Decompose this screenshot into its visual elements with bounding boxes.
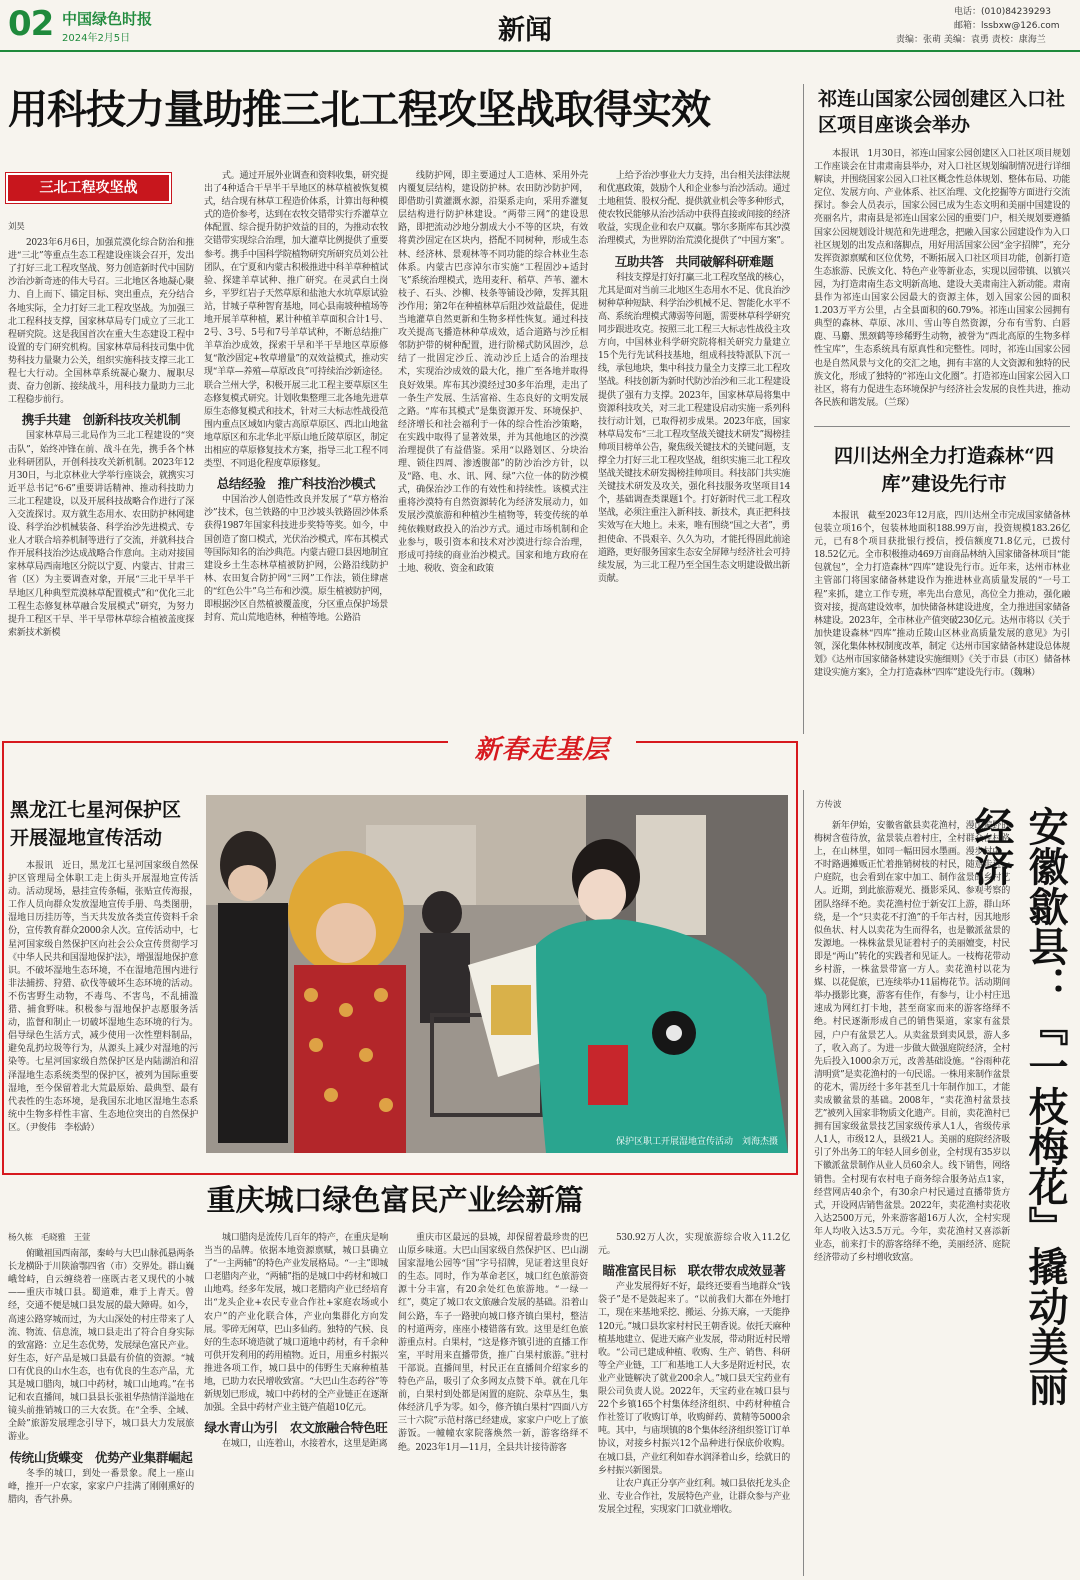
right-feature-body <box>814 820 1010 1575</box>
body-text: 新年伊始，安徽省歙县卖花渔村，漫山遍野的梅树含苞待放，盆景装点着村庄，全村群众在村路上，在山林里，如同一幅田园水墨画。漫步村中，不时路遇摊贩正忙着推销树枝的村民，随意走进一户庭院，也会看到在家中加工、制作盆景的乡村艺人。近期，到此旅游观光、摄影采风、参观考察的团队络绎不绝。卖花渔村位于新安江上游，群山环绕，是一个“只卖花不打渔”的千年古村，因其地形似鱼状、村人以卖花为生而得名，也是徽派盆景的发源地。一株株盆景见证着村子的美丽嬗变，村民即是“两山”转化的实践者和见证人。一枝梅花带动乡村游，一株盆景带富一方人。卖花渔村以花为媒、以花促旅，已连续举办11届梅花节。活动期间举办摄影比赛，游客有佳作，有参与，让小村庄迅速成为网红打卡地，甚至商家而来的游客络绎不绝。村民逐渐形成自己的销售渠道，家家有盆景园，户户有盆景艺人。从卖盆景到卖风景，游人多了，收入高了。为进一步做大做强庭院经济，全村先后投入1000余万元，改善基础设施。“谷雨种花清明赏”是卖花渔村的一句民谣。一株用来制作盆景的花木，需历经十多年甚至几十年制作加工，才能卖成徽盆景的基础。2008年，“卖花渔村盆景技艺”被列入国家非物质文化遗产。目前，卖花渔村已拥有国家级盆景技艺国家级传承人1人，省级传承人1人，市级12人，县级21人。美丽的庭院经济吸引了外出务工的年轻人回乡创业，全村现有35岁以下徽派盆景制作从业人员60余人。线下销售，网络销售。全村现有农村电子商务综合服务站点1家，经营网店40余个，有30余户村民通过直播带货方式，开设网店销售盆景。2022年，卖花渔村卖花收入达2500万元，外来游客超16万人次，全村实现年人均收入达3.5万元。今年，卖花渔村又喜添新业态，前来打卡的游客络绎不绝，美丽经济、庭院经济带动了乡村增收致富。 <box>814 821 1010 1264</box>
main-story-col-1 <box>8 221 194 726</box>
subheading: 总结经验 推广科技治沙模式 <box>216 476 376 492</box>
body-text: 冬季的城口，到处一番景象。爬上一座山峰，推开一户农家，家家户户挂满了刚刚熏好的腊肉，香气扑鼻。 <box>8 1468 194 1505</box>
bottom-headline: 重庆城口绿色富民产业绘新篇 <box>206 1183 584 1217</box>
main-story-col-4 <box>598 170 790 726</box>
section-badge-label: 三北工程攻坚战 <box>39 180 138 196</box>
body-text: 重庆市区最远的县城，却保留着最珍贵的巴山原乡味道。大巴山国家级自然保护区、巴山湖国家湿地公园等“国”字号招牌，见证着这里良好的生态。同时，作为革命老区，城口红色旅游资源十分丰富，有20余处红色旅游地。“一绿一红”，奠定了城口农文旅融合发展的基础。沿着山间公路，车子一路驶向城口修齐镇白果村，整洁的村道两旁，座座小楼错落有致。这里是红色旅游重点村。白果村，“这是修齐镇引进的直播工作室，平时用来直播带货，推广白果村旅游。”驻村干部说。直播间里，村民正在直播间介绍家乡的特色产品，吸引了众多网友点赞下单。就在几年前，白果村到处都是闲置的庭院、杂草丛生，集体经济几乎为零。如今，修齐镇白果村“四面八方三十六院”示范村落已经建成，家家户户吃上了旅游饭。一幢幢农家院落焕然一新，游客络绎不绝。2023年1月—11月，全县共计接待游客 <box>398 1233 588 1453</box>
byline: 刘昊 <box>8 222 25 232</box>
masthead <box>0 0 1080 52</box>
bottom-col-2 <box>204 1232 388 1574</box>
issue-date: 2024年2月5日 <box>62 33 131 44</box>
right-top-body <box>814 148 1070 418</box>
bottom-col-4 <box>598 1232 790 1574</box>
subheading: 传统山货蝶变 优势产业集群崛起 <box>9 1449 193 1465</box>
body-text: 城口腊肉是流传几百年的特产，在重庆是响当当的品牌。依据本地资源禀赋，城口县确立了“一主两辅”的特色产业发展格局。“一主”即城口老腊肉产业，“两辅”指的是城口中药材和城口山地鸡。经多年发展，城口老腊肉产业已经培育出“龙头企业+农民专业合作社+家庭农场或小农户”的产业化联合体，产业向集群化方向发展。零碎无闲草，巴山多仙药。独特的气候、良好的生态环境造就了城口道地中药材，有千余种可供开发利用的药用植物。近日，用重乡村振兴推进各项工作，城口县中的伟野生天麻种植基地，已助力农民增收致富。“大巴山生态药谷”等新规划已形成，城口中药材的全产业链正在逐渐加强。全县中药材产业主链产值超10亿元。 <box>204 1233 388 1414</box>
column-divider <box>803 790 804 1576</box>
body-text: 式。通过开展外业调查和资料收集，研究提出了4种适合干旱半干旱地区的林草植被恢复模式，结合现有林草工程造价体系，计算出每种模式的造价参考，达到在农牧交错带实行乔灌草立体配置、综合提升防护效益的目的，为推动农牧交错带实现综合治理，加大灌草比例提供了重要参考。携手中国科学院植物研究所研究员刘公社团队，在宁夏和内蒙古积极推进中科羊草种植试验、探建羊草试种、推广研究。在灵武白土岗乡，平罗红岩子天然草原和盐池大水坑草原试验站，甘城子草种智育基地，同心县南坡种植场等地开展羊草种植，累计种植羊草面积合计1号、2号、3号、5号和7号羊草试种，不断总结推广羊草治沙成效，探索干旱和半干旱地区草原修复“散沙固定+牧草增量”的双效益模式，推动实现“羊草—养殖—草原改良”可持续治沙新途径。联合兰州大学，积极开展三北工程主要草原区生态修复模式研究。计划收集整理三北各地先进草原生态修复模式和技术，针对三大标志性战役范围内重点区域如内蒙古高原草原区、西北山地盆地草原区和东北华北平原山地丘陵草原区，制定出相应的草原修复技术方案，指导三北工程不同类型、不同退化程度草原修复。 <box>204 171 388 470</box>
body-text: 本报讯 近日，黑龙江七星河国家级自然保护区管理局全体职工走上街头开展湿地宣传活动。活动现场，悬挂宣传条幅，张贴宣传海报，工作人员向群众发放湿地宣传手册、鸟类图册，湿地日历挂历等，当天共发放各类宣传资料千余份，宣传教育群众2000余人次。宣传活动中，七星河国家级自然保护区向社会公众宣传贯彻学习《中华人民共和国湿地保护法》，增强湿地保护意识。不破坏湿地生态环境，不在湿地范围内进行非法捕捞、狩猎、砍伐等破坏生态环境的活动。不伤害野生动物，不毒鸟、不害鸟，不乱捕滥猎、捕食野味。积极参与湿地保护志愿服务活动，监督和制止一切破坏湿地生态环境的行为。倡导绿色生活方式，减少使用一次性塑料制品，避免乱扔垃圾等行为，从源头上减少对湿地的污染等。七星河国家级自然保护区是内陆湖泊和沼泽湿地生态系统类型的保护区，被列为国际重要湿地，至今保留着北大荒最原始、最典型、最有代表性的生态环境，是我国东北地区湿地生态系统中生物多样性丰富、生态地位突出的自然保护区。（尹俊伟 李松龄） <box>8 861 198 1133</box>
bottom-col-1 <box>8 1232 194 1574</box>
body-text: 本报讯 1月30日，祁连山国家公园创建区入口社区项目规划工作座谈会在甘肃肃南县举办，对入口社区规划编制情况进行详细解读，并围绕国家公园入口社区概念性总体规划、整体布局、功能定位、发展方向、产业体系、社区治理、文化挖掘等方面进行交流探讨。参会人员表示，国家公园已成为生态文明和美丽中国建设的亮丽名片，肃南县是祁连山国家公园的重要门户，相关规划要遵循国家公园规划设计规范和先进理念，把融入国家公园建设作为入口社区规划的出发点和落脚点，用好用活国家公园“金字招牌”，充分发挥资源禀赋和区位优势，不断拓展入口社区项目功能，创新打造生态旅游、民族文化、特色产业等新业态，实现以园带镇、以镇兴园，为打造肃南生态文明新高地、建设大美肃南注入新动能。肃南县作为祁连山国家公园最大的资源主体，划入国家公园的面积1.203万平方公里，占全县面积的60.79%。祁连山国家公园拥有典型的森林、草原、冰川、雪山等自然资源，分布有雪豹、白唇鹿、马麝、黑颈鹤等珍稀野生动物，被誉为“西北高原的生物多样性宝库”，生态系统具有原真性和完整性。同时，祁连山国家公园也是自然风景与文化的交汇之地，拥有丰富的人文资源和独特的民族文化，形成了独特的“祁连山文化圈”。打造祁连山国家公园入口社区，将有力促进生态环境保护与经济社会发展的良性共进，推动各民族和谐发展。（兰琛） <box>814 149 1070 408</box>
main-headline: 用科技力量助推三北工程攻坚战取得实效 <box>8 86 710 133</box>
body-text: 2023年6月6日，加强荒漠化综合防治和推进“三北”等重点生态工程建设座谈会召开，发出了打好三北工程攻坚战、努力创造新时代中国防沙治沙新奇迹的伟大号召。三北地区各地凝心聚力、自上而下、锚定目标、突出重点，充分结合各地实际，全力打好三北工程攻坚战。为加强三北工程科技支撑，国家林草局专门成立了三北工程研究院。这是我国首次在重大生态建设工程中设置的专门研究机构。国家林草局科技司集中优势科技力量聚力公关，组织实施科技支撑三北工程七大行动。全国林草系统凝心聚力、履职尽责、奋力创新、接续战斗，用科技力量助力三北工程稳步前行。 <box>8 238 194 406</box>
contact-email: 邮箱：lssbxw@126.com <box>954 21 1060 31</box>
staff-credits: 责编：张萌 美编：袁勇 责校：康海兰 <box>896 35 1046 45</box>
body-text: 产业发展得好不好，最终还要看当地群众“钱袋子”是不是鼓起来了。“以前我们大都在外地打工，现在来基地采挖、搬运、分拣天麻，一天能挣120元。”城口县坎家村村民王朝香说。依托天麻种植基地建立、促进天麻产业发展，带动附近村民增收。“公司已建成种植、收购、生产、销售、科研等全产业链，工厂和基地工人大多是附近村民，农业产业链解决了就业200余人。”城口县天宝药业有限公司负责人说。2022年，天宝药业在城口县与22个乡镇165个村集体经济组织、中药材种植合作社签订了收购订单，收购鲜药、黄精等5000余吨。其中，与庙坝镇的8个集体经济组织签订订单协议，对接乡村振兴12个品种进行保底价收购。在城口县，产业红利如春水润泽着山乡，绘就日的乡村振兴新图景。 <box>598 1282 790 1476</box>
subheading: 瞄准富民目标 联农带农成效显著 <box>602 1263 786 1279</box>
right-second-headline: 四川达州全力打造森林“四库”建设先行市 <box>834 445 1054 495</box>
subheading: 互助共答 共同破解科研难题 <box>614 253 774 269</box>
byline: 杨久栋 毛晓雅 王萱 <box>8 1233 91 1243</box>
body-text: 530.92万人次，实现旅游综合收入11.2亿元。 <box>598 1233 790 1257</box>
right-feature-headline: 安徽歙县：『一枝梅花』撬动美丽经济 <box>968 806 1069 1406</box>
feature-headline: 黑龙江七星河保护区开展湿地宣传活动 <box>10 799 182 849</box>
body-text: 科技支撑是打好打赢三北工程攻坚战的核心，尤其是面对当前三北地区生态用水不足、优良治沙树种草种短缺、科学治沙机械不足、智能化水平不高、系统治理模式薄弱等问题，需要林草科学研究同步跟进攻克。按照三北工程三大标志性战役主攻方向，中国林业科学研究院将相关研究力量建立15个先行先试科技基地，组成科技特派队下沉一线，承包地块，集中科技力量全力支撑三北工程攻坚战。科技创新为新时代防沙治沙和三北工程建设提供了强有力支撑。2023年，国家林草局将集中资源科技攻关，对三北工程建设启动实施一系列科技行动计划，已取得初步成果。2023年底，国家林草局发布“三北工程攻坚战关键技术研发”揭榜挂帅项目榜单公告，聚焦级关键技术的关键问题，支撑全力打好三北工程攻坚战，组织实施三北工程攻坚战关键技术研发揭榜挂帅项目。科技部门共实施关键技术研发及攻关，强化科技服务攻坚项目14个，基础调查类课题1个。打好新时代三北工程攻坚战，必须注重注入新科技、新技术，真正把科技实效写在大地上。未来，唯有围绕“国之大者”，勇担使命、不畏艰辛、久久为功，才能托得固此前途道路，更好服务国家生态安全屏障与经济社会可持续发展，为三北工程乃至全国生态文明建设做出新贡献。 <box>598 272 791 584</box>
bottom-col-3 <box>398 1232 588 1574</box>
feature-banner-label: 新春走基层 <box>474 735 610 765</box>
body-text: 本报讯 截至2023年12月底，四川达州全市完成国家储备林包装立项16个，包装林地面积188.99万亩，投资规模183.26亿元，已有8个项目获批银行授信，授信额度71.8亿元，已拨付18.52亿元。全市积极推动469万亩商品林纳入国家储备林项目“能包就包”，全力打造森林“四库”建设先行市。近年来，达州市林业主管部门将国家储备林建设作为推进林业高质量发展的“一号工程”来抓，建立工作专班，率先出台意见，高位全力推动，强化融资对接，提高建设效率，加快储备林建设进度，全力推进国家储备林建设。2023年，全市林业产值突破230亿元。达州市将以《关于加快建设森林“四库”推动丘陵山区林业高质量发展的意见》为引领，深化集体林权制度改革，制定《达州市国家储备林建设总体规划》《达州市国家储备林建设实施细则》《关于市县（市区）储备林建设实施方案》，全力打造森林“四库”建设先行市。（魏琳） <box>814 511 1070 679</box>
contact-phone: 电话：(010)84239293 <box>954 7 1052 17</box>
body-text: 中国治沙人创造性改良并发展了“草方格治沙”技术，包兰铁路的中卫沙坡头铁路固沙体系获得1987年国家科技进步奖特等奖。如今，中国创造了窗口模式，光伏治沙模式，库布其模式等国际知名的治沙典范。内蒙古磴口县因地制宜建设乡土生态林草植被防护网，公路沿线防护林、农田复合防护网“三网”工作法，锁住肆虐的“红色公牛”乌兰布和沙漠。原生植被防护网，即根据沙区自然植被覆盖度，分区重点保护场景封育、荒山荒地造林，种植等地。公路沿 <box>204 495 388 624</box>
section-title: 新闻 <box>498 15 552 46</box>
column-divider <box>803 84 804 734</box>
main-story-col-2 <box>204 170 388 726</box>
paper-name: 中国绿色时报 <box>62 10 153 28</box>
body-text: 让农户真正分享产业红利。城口县依托龙头企业、专业合作社，发展特色产业，让群众参与产业发展全过程，实现家门口就业增收。 <box>598 1478 791 1515</box>
body-text: 国家林草局三北局作为三北工程建设的“突击队”，始终冲锋在前、战斗在先，携手各个林业科研团队，开创科技攻关新机制。2023年12月30日，与北京林业大学举行座谈会，就携实习近平总书记“6·6”重要讲话精神、推动科技助力三北工程建设，以及开展科技战略合作进行了深入交流探讨。双方就生态用水、农田防护林网建设、科学治沙机械装备、科学治沙先进模式、专业人才联合培养机制等进行了交流，并就科技合作开展科技治沙达成战略合作意向。主动对接国家林草局西南地区分院以宁夏、内蒙古、甘肃三省（区）为主要调查对象，开展“三北干旱半干旱地区几种典型荒漠林草配置模式”和“优化三北工程生态修复林草融合发展模式”研究，为努力提升工程区干旱、半干旱带林草综合植被盖度探索新技术新模 <box>8 431 194 638</box>
page-number: 02 <box>8 4 54 44</box>
body-text: 俯瞰祖国西南部，秦岭与大巴山脉孤悬两条长龙横卧于川陕渝鄂四省（市）交界处。群山巍峨耸峙，自云缠绕着一座既古老又现代的小城——重庆市城口县。蜀道难，难于上青天。曾经，交通不便是城口县发展的最大障碍。如今，高速公路穿城而过，为大山深处的村庄带来了人流、物流、信息流，城口县走出了符合自身实际的致富路：立足生态优势，发展绿色富民产业。好生态，好产品是城口县最有价值的资源。“城口有优良的山水生态，也有优良的生态产品，尤其是城口腊肉，城口中药材，城口山地鸡。”在书记和农直播间，城口县县长张祖华热情洋溢地在镜头前推销城口的三大农货。在“全季、全域、全龄”旅游发展理念引导下，城口县大力发展旅游业。 <box>8 1249 194 1443</box>
subheading: 携手共建 创新科技攻关机制 <box>21 412 181 428</box>
body-text: 在城口，山连着山，水接着水，这里是距离 <box>222 1439 388 1450</box>
body-text: 线防护网，即主要通过人工造林、采用外壳内覆复层结构，建设防护林。农田防沙防护网，即借助引黄灌溉水源，沿渠系走向，采用乔灌复层结构进行防护林建设。“两带三网”的建设思路，即把流动沙地分割成大小不等的区块，有效将黄沙固定在区块内，搭配不同树种，形成生态林、经济林、景观林等不同功能的综合林业生态体系。内蒙古巴彦淖尔市实施“工程固沙+适封飞”系统治理模式，选用麦秆、稻草、芦苇、灌木枝子、石头、沙柳、枝条等铺设沙障，发挥其阻沙作用；第2年在种植林草后阻沙效益最佳，促进当地灌草自然更新和生物多样性恢复。通过科技攻关提高飞播造林种草成效，适合道路与沙丘相邻防护带的树种配置，进行阶梯式防风固沙，总结了一批固定沙丘、流动沙丘上适合的治理技术，实现治沙成效的最大化，推广至各地并取得良好效果。库布其沙漠经过30多年治理，走出了一条生产发展、生活富裕、生态良好的文明发展之路。“库布其模式”是集资源开发、环境保护、经济增长和社会福利于一体的综合性治沙策略，在实践中取得了显著效果，并为其他地区的沙漠治理提供了有益借鉴。采用“以路划区、分块治理、锁住四周、渗透腹部”的防沙治沙方针，以及“路、电、水、讯、网、绿”六位一体的防沙模式，确保治沙工作的有效性和持续性。该模式注重将沙漠特有自然资源转化为经济发展动力，如发展沙漠旅游和种植沙生植物等，转变传统的单纯依赖财政投入的治沙方式。通过市场机制和企业参与，吸引资本和技术对沙漠进行综合治理，形成可持续的商业治沙模式。国家和地方政府在土地、税收、资金和政策 <box>398 171 588 574</box>
body-text: 上给予治沙事业大力支持，出台相关法律法规和优惠政策，鼓励个人和企业参与治沙活动。通过土地租赁、股权分配、提供就业机会等多种形式，使农牧民能够从治沙活动中获得直接或间接的经济收益，实现企业和农户双赢。鄂尔多斯库布其沙漠治理模式，为世界防治荒漠化提供了“中国方案”。 <box>598 171 791 247</box>
section-badge <box>6 173 171 203</box>
right-top-headline: 祁连山国家公园创建区入口社区项目座谈会举办 <box>818 88 1066 136</box>
feature-photo <box>206 795 788 1153</box>
photo-caption: 保护区职工开展湿地宣传活动 刘海杰摄 <box>615 1137 778 1147</box>
story-divider <box>814 426 1070 427</box>
right-second-body <box>814 510 1070 728</box>
masthead-rule <box>0 50 1080 52</box>
subheading: 绿水青山为引 农文旅融合特色旺 <box>204 1420 388 1436</box>
right-feature-author: 方传波 <box>816 800 842 810</box>
main-story-col-3 <box>398 170 588 726</box>
feature-body <box>8 860 198 1160</box>
feature-banner <box>448 729 636 771</box>
photo-illustration <box>206 795 788 1153</box>
